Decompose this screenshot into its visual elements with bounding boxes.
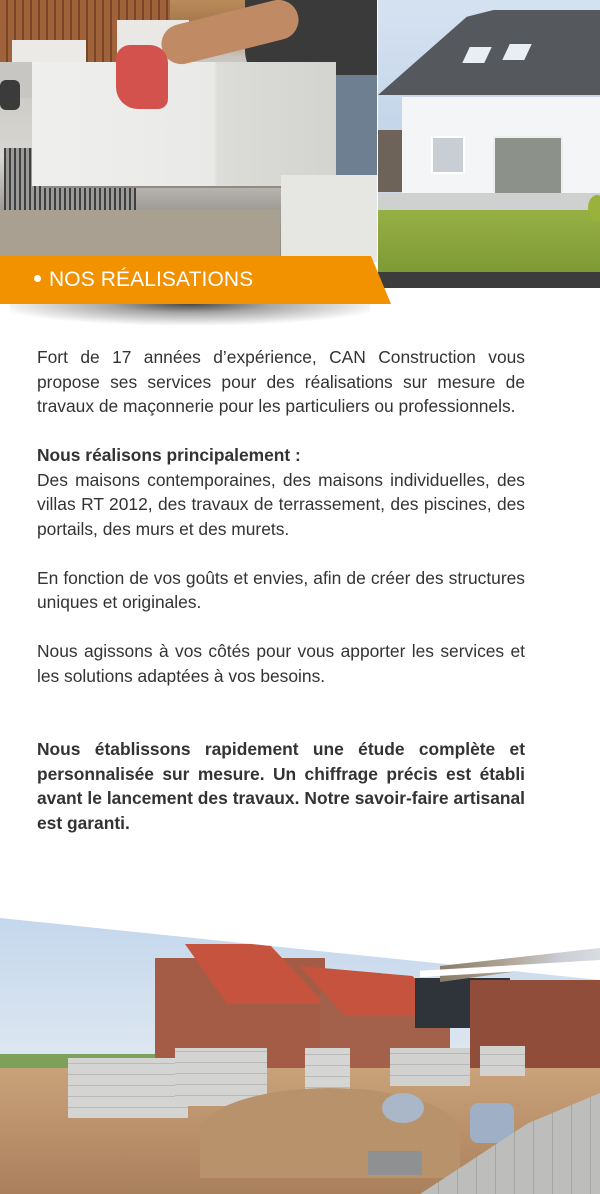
photo-loose-block [368, 1151, 422, 1175]
photo-block-stack [390, 1048, 470, 1086]
photo-block-stack [480, 1046, 525, 1076]
services-paragraph: Des maisons contemporaines, des maisons individuelles, des villas RT 2012, des travaux de terrassement, des piscines, des portails, des murs et des murets. [37, 469, 525, 539]
section-title [34, 268, 253, 292]
photo-concrete-pipe [382, 1093, 424, 1123]
dark-accent-bar [378, 272, 600, 288]
photo-stone-wall [378, 130, 402, 192]
mason-laying-block-photo [0, 0, 377, 262]
white-house-photo [378, 0, 600, 272]
photo-block-stack [68, 1058, 188, 1118]
content-body [37, 345, 525, 835]
photo-door [493, 136, 563, 198]
photo-lawn [378, 210, 600, 272]
photo-window [431, 136, 465, 174]
paragraph-tastes: En fonction de vos goûts et envies, afin de créer des structures uniques et originales. [37, 567, 525, 612]
photo-mortar [0, 210, 280, 262]
photo-saw [0, 80, 20, 110]
photo-block [281, 175, 377, 262]
photo-block [12, 40, 86, 64]
services-heading: Nous réalisons principalement : [37, 445, 301, 465]
paragraph-support: Nous agissons à vos côtés pour vous apporter les services et les solutions adaptées à vos besoins. [37, 641, 525, 686]
photo-main-block [32, 62, 336, 186]
bullet-icon [34, 275, 41, 282]
paragraph-study: Nous établissons rapidement une étude complète et personnalisée sur mesure. Un chiffrage précis est établi avant le lancement des travaux. Notre savoir-faire artisanal est garanti. [37, 739, 525, 833]
section-title-text: NOS RÉALISATIONS [49, 268, 254, 291]
banner-shadow [10, 304, 370, 326]
photo-glove [116, 45, 168, 109]
photo-shrub [588, 195, 600, 221]
intro-paragraph: Fort de 17 années d’expérience, CAN Construction vous propose ses services pour des réalisations sur mesure de travaux de maçonnerie pour les particuliers ou professionnels. [37, 347, 525, 416]
